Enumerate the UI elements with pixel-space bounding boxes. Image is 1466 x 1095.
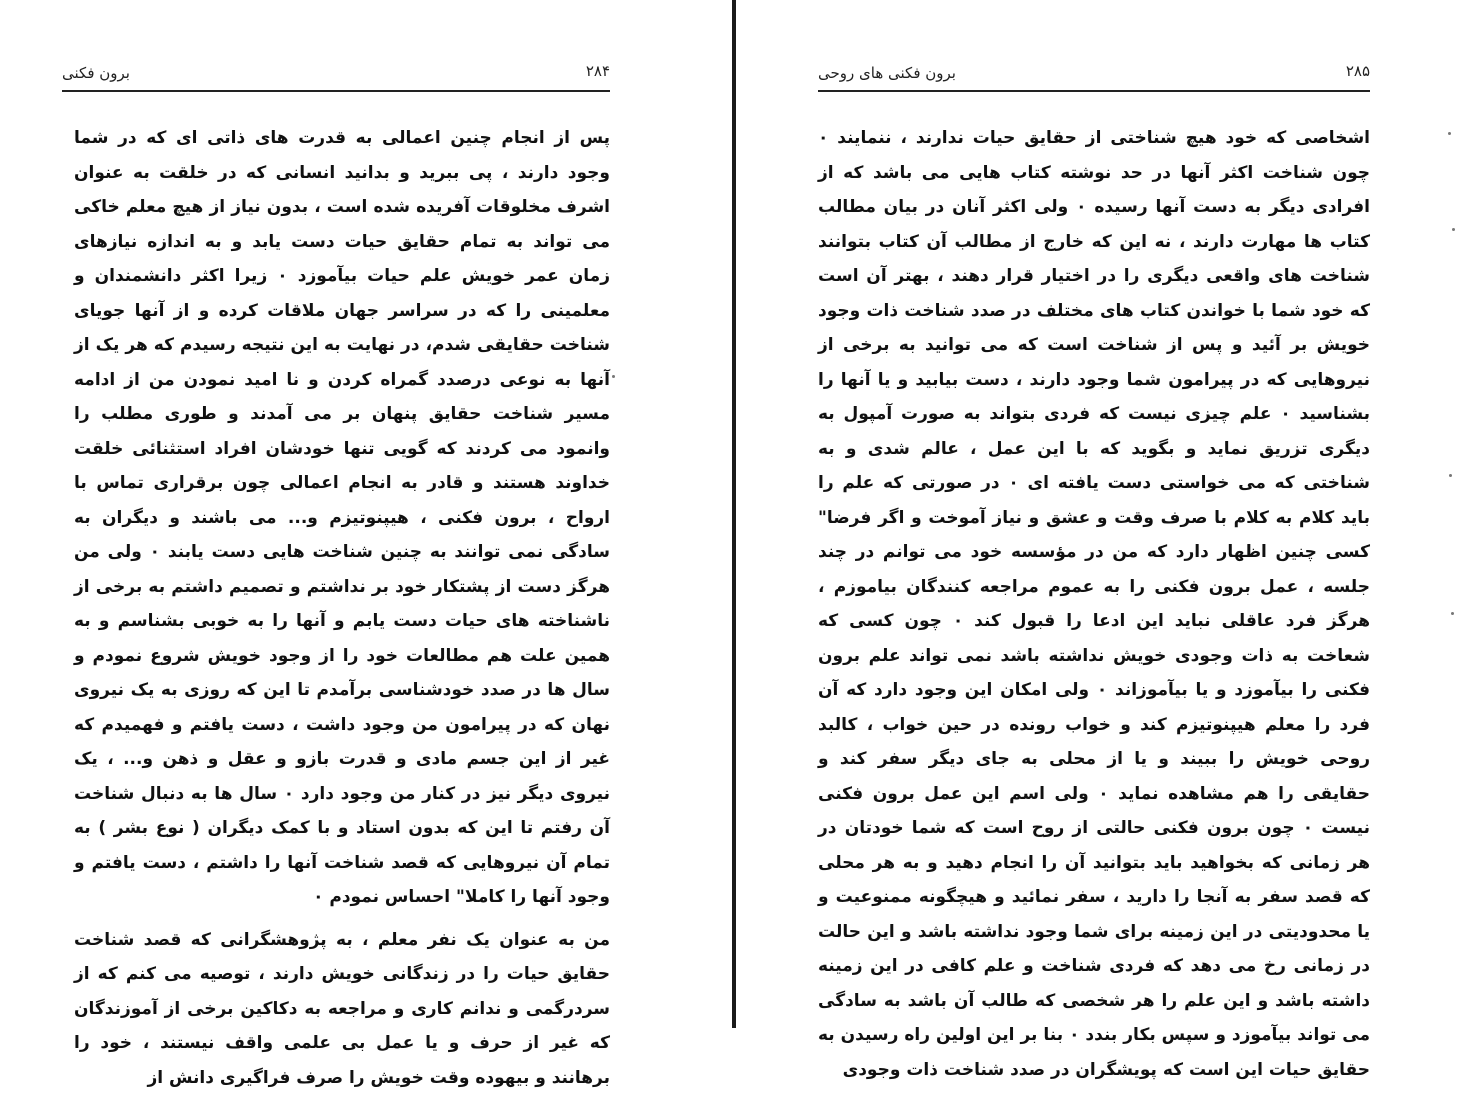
right-page: [736, 0, 1466, 1028]
page-number: ۲۸۵: [1346, 62, 1370, 80]
header-rule: [62, 90, 610, 92]
paragraph: پس از انجام چنین اعمالی به قدرت های ذاتی ای که در شما وجود دارند ، پی ببرید و بدانید انسانی که در خلقت به عنوان اشرف مخلوقات آفریده شده است ، بدون نیاز از هیچ معلم خاکی می تواند به تمام حقایق حیات دست یابد و به اندازه نیازهای زمان عمر خویش علم حیات بیآموزد ۰ زیرا اکثر دانشمندان و معلمینی را که در سراسر جهان ملاقات کرده و از آنها جویای شناخت حقایقی شدم، در نهایت به این نتیجه رسیدم که هر یک از آنها به نوعی درصدد گمراه کردن و نا امید نمودن من از ادامه مسیر شناخت حقایق پنهان بر می آمدند و طوری مطلب را وانمود می کردند که گویی تنها خودشان افراد استثنائی خلقت خداوند هستند و قادر به انجام اعمالی چون برقراری تماس با ارواح ، برون فکنی ، هیپنوتیزم و... می باشند و دیگران به سادگی نمی توانند به چنین شناخت هایی دست یابند ۰ ولی من هرگز دست از پشتکار خود بر نداشتم و تصمیم داشتم به برخی از ناشناخته های حیات دست یابم و آنها را به خوبی بشناسم و به همین علت هم مطالعات خود را از وجود خویش شروع نمودم و سال ها در صدد خودشناسی برآمدم تا این که روزی به یک نیروی نهان که در پیرامون من وجود داشت ، دست یافتم و فهمیدم که غیر از این جسم مادی و قدرت بازو و عقل و ذهن و... ، یک نیروی دیگر نیز در کنار من وجود دارد ۰ سال ها به دنبال شناخت آن رفتم تا این که بدون استاد و با کمک دیگران ( نوع بشر ) به تمام آن نیروهایی که قصد شناخت آنها را داشتم ، دست یافتم و وجود آنها را کاملا" احساس نمودم ۰: [74, 121, 610, 915]
page-header: [62, 62, 610, 88]
scan-speck: [612, 375, 615, 378]
page-number: ۲۸۴: [586, 62, 610, 80]
scan-speck: [1449, 474, 1452, 477]
scan-speck: [1451, 612, 1454, 615]
page-body: [818, 121, 1370, 1087]
running-title: برون فکنی های روحی: [818, 64, 956, 82]
left-page: [0, 0, 732, 1028]
paragraph: اشخاصی که خود هیچ شناختی از حقایق حیات ندارند ، ننمایند ۰ چون شناخت اکثر آنها در حد نوشته کتاب هایی می باشد که از افرادی دیگر به دست آنها رسیده ۰ ولی اکثر آنان در بیان مطالب کتاب ها مهارت دارند ، نه این که خارج از مطالب آن کتاب بتوانند شناخت های واقعی دیگری را در اختیار قرار دهند ، بهتر آن است که خود شما با خواندن کتاب های مختلف در صدد شناخت ذات وجود خویش بر آئید و پس از شناخت است که می توانید به برخی از نیروهایی که در پیرامون شما وجود دارند ، دست بیابید و یا آنها را بشناسید ۰ علم چیزی نیست که فردی بتواند به صورت آمپول به دیگری تزریق نماید و بگوید که با این عمل ، عالم شدی و به شناختی که می خواستی دست یافته ای ۰ در صورتی که علم را باید کلام به کلام با صرف وقت و عشق و نیاز آموخت و اگر فرضا" کسی چنین اظهار دارد که من در مؤسسه خود می توانم در چند جلسه ، عمل برون فکنی را به عموم مراجعه کنندگان بیاموزم ، هرگز فرد عاقلی نباید این ادعا را قبول کند ۰ چون کسی که شعاخت به ذات وجودی خویش نداشته باشد نمی تواند علم برون فکنی را بیآموزد و یا بیآموزاند ۰ ولی امکان این وجود دارد که آن فرد را معلم هیپنوتیزم کند و خواب رونده در حین خواب ، کالبد روحی خویش را ببیند و یا از محلی به جای دیگر سفر کند و حقایقی را هم مشاهده نماید ۰ ولی اسم این عمل برون فکنی نیست ۰ چون برون فکنی حالتی از روح است که شما خودتان در هر زمانی که بخواهید باید بتوانید آن را انجام دهید و به هر محلی که قصد سفر به آنجا را دارید ، سفر نمائید و هیچگونه ممنوعیت و یا محدودیتی در این زمینه برای شما وجود نداشته باشد و این حالت در زمانی رخ می دهد که فردی شناخت و علم کافی در این زمینه داشته باشد و این علم را هر شخصی که طالب آن باشد به سادگی می تواند بیآموزد و سپس بکار بندد ۰ بنا بر این اولین راه رسیدن به حقایق حیات این است که پویشگران در صدد شناخت ذات وجودی: [818, 121, 1370, 1087]
scan-speck: [1452, 228, 1455, 231]
running-title: برون فکنی: [62, 64, 130, 82]
page-header: [818, 62, 1370, 88]
header-rule: [818, 90, 1370, 92]
scan-speck: [1448, 132, 1451, 135]
page-body: [74, 121, 610, 1095]
paragraph: من به عنوان یک نفر معلم ، به پژوهشگرانی که قصد شناخت حقایق حیات را در زندگانی خویش دارند ، توصیه می کنم که از سردرگمی و ندانم کاری و مراجعه به دکاکین برخی از آموزندگان که غیر از حرف و یا عمل بی علمی واقف نیستند ، خود را برهانند و بیهوده وقت خویش را صرف فراگیری دانش از: [74, 923, 610, 1095]
